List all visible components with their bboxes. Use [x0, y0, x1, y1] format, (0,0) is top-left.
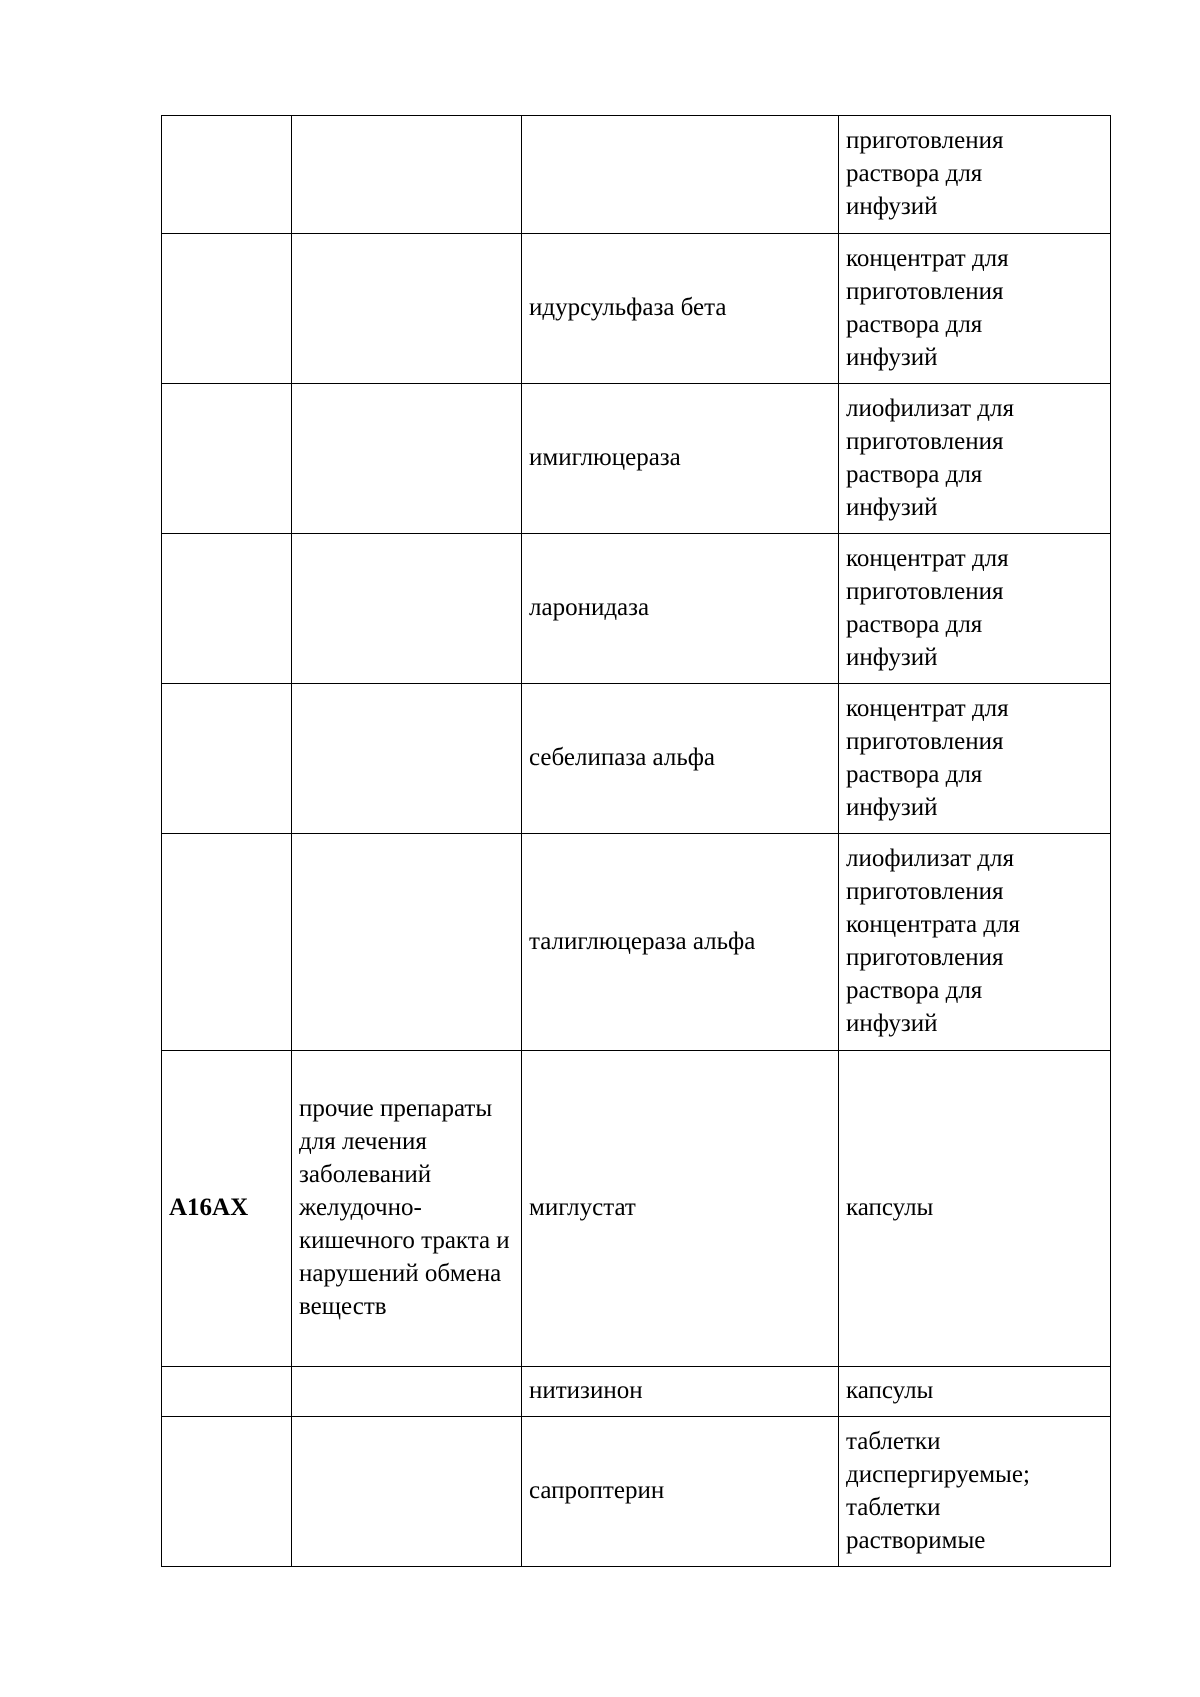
atc-code-cell — [162, 684, 292, 834]
dosage-form-line: инфузий — [846, 193, 938, 220]
group-cell — [292, 1417, 522, 1567]
dosage-form-line: приготовления — [846, 727, 1004, 755]
drug-name-cell: нитизинон — [522, 1367, 839, 1417]
drug-name-cell: ларонидаза — [522, 534, 839, 684]
table-row — [162, 834, 1111, 1051]
dosage-form-line: концентрат для — [846, 544, 1009, 572]
table-row — [162, 534, 1111, 684]
dosage-form-line: диспергируемые; — [846, 1460, 1030, 1488]
dosage-form-cell — [839, 834, 1111, 1051]
table-row — [162, 234, 1111, 384]
group-cell — [292, 116, 522, 234]
drug-table — [161, 115, 1111, 1567]
dosage-form-line: приготовления — [846, 944, 1004, 971]
drug-name-cell: себелипаза альфа — [522, 684, 839, 834]
dosage-form-line: капсулы — [846, 1194, 934, 1221]
drug-name-cell: талиглюцераза альфа — [522, 834, 839, 1051]
table-row — [162, 1051, 1111, 1367]
table-row — [162, 384, 1111, 534]
dosage-form-cell — [839, 116, 1111, 234]
group-cell — [292, 534, 522, 684]
table-row — [162, 684, 1111, 834]
dosage-form-line: таблетки — [846, 1493, 941, 1521]
drug-name-cell: имиглюцераза — [522, 384, 839, 534]
drug-name-cell — [522, 116, 839, 234]
dosage-form-cell — [839, 384, 1111, 534]
dosage-form-line: раствора для — [846, 460, 983, 488]
dosage-form-line: приготовления — [846, 277, 1004, 305]
dosage-form-line: раствора для — [846, 160, 983, 187]
atc-code-cell — [162, 1417, 292, 1567]
drug-table-body — [162, 116, 1111, 1567]
dosage-form-line: таблетки — [846, 1427, 941, 1455]
table-row — [162, 116, 1111, 234]
atc-code-cell — [162, 834, 292, 1051]
group-cell: прочие препараты для лечения заболеваний желудочно-кишечного тракта и нарушений обмена веществ — [292, 1051, 522, 1367]
dosage-form-line: приготовления — [846, 878, 1004, 905]
drug-name-cell: сапроптерин — [522, 1417, 839, 1567]
group-cell — [292, 1367, 522, 1417]
dosage-form-cell — [839, 1051, 1111, 1367]
dosage-form-line: лиофилизат для — [846, 394, 1014, 422]
dosage-form-cell — [839, 1367, 1111, 1417]
dosage-form-line: инфузий — [846, 493, 938, 521]
dosage-form-line: раствора для — [846, 977, 983, 1004]
drug-name-cell: миглустат — [522, 1051, 839, 1367]
table-row — [162, 1367, 1111, 1417]
group-cell — [292, 684, 522, 834]
dosage-form-line: раствора для — [846, 610, 983, 638]
dosage-form-line: инфузий — [846, 793, 938, 821]
atc-code-cell — [162, 116, 292, 234]
group-cell — [292, 234, 522, 384]
table-row — [162, 1417, 1111, 1567]
dosage-form-line: инфузий — [846, 643, 938, 671]
dosage-form-line: раствора для — [846, 310, 983, 338]
dosage-form-line: приготовления — [846, 577, 1004, 605]
dosage-form-cell — [839, 234, 1111, 384]
dosage-form-line: растворимые — [846, 1526, 986, 1554]
group-cell — [292, 834, 522, 1051]
dosage-form-line: раствора для — [846, 760, 983, 788]
dosage-form-line: концентрат для — [846, 244, 1009, 272]
drug-name-cell: идурсульфаза бета — [522, 234, 839, 384]
dosage-form-line: концентрата для — [846, 911, 1021, 938]
dosage-form-line: приготовления — [846, 127, 1004, 154]
dosage-form-cell — [839, 684, 1111, 834]
dosage-form-line: приготовления — [846, 427, 1004, 455]
dosage-form-line: концентрат для — [846, 694, 1009, 722]
atc-code-cell — [162, 234, 292, 384]
dosage-form-line: инфузий — [846, 1010, 938, 1037]
dosage-form-cell — [839, 1417, 1111, 1567]
group-cell — [292, 384, 522, 534]
atc-code-cell — [162, 384, 292, 534]
atc-code-cell — [162, 1367, 292, 1417]
dosage-form-cell — [839, 534, 1111, 684]
dosage-form-line: инфузий — [846, 343, 938, 371]
dosage-form-line: капсулы — [846, 1377, 934, 1404]
atc-code-cell: A16AX — [162, 1051, 292, 1367]
atc-code-cell — [162, 534, 292, 684]
dosage-form-line: лиофилизат для — [846, 845, 1014, 872]
